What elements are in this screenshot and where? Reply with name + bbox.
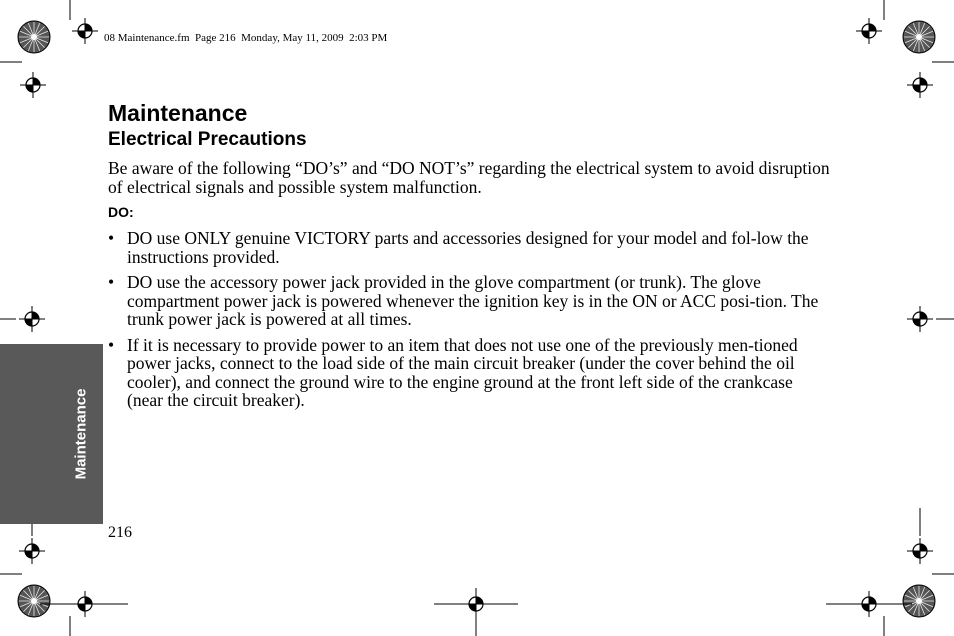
star-target-icon [18, 21, 50, 53]
registration-mark-icon [19, 306, 45, 332]
registration-mark-icon [856, 18, 882, 44]
registration-mark-icon [72, 18, 98, 44]
registration-mark-icon [907, 306, 933, 332]
do-label: DO: [108, 204, 134, 220]
list-item-text: DO use the accessory power jack provided in the glove compartment (or trunk). The glove compartment power jack is powered whenever the ignition key is in the ON or ACC posi-tion. The trunk power jack is powered at all times. [127, 272, 819, 329]
intro-paragraph: Be aware of the following “DO’s” and “DO NOT’s” regarding the electrical system to avoid disruption of electrical signals and possible system malfunction. [108, 158, 830, 197]
file-info-header: 08 Maintenance.fm Page 216 Monday, May 11, 2009 2:03 PM [104, 32, 388, 44]
section-title: Electrical Precautions [108, 129, 307, 150]
page-number: 216 [108, 524, 132, 541]
side-tab-label: Maintenance [72, 388, 90, 480]
star-target-icon [903, 585, 935, 617]
bullet-icon: • [108, 228, 115, 248]
page-title: Maintenance [108, 100, 248, 126]
list-item [108, 273, 830, 329]
star-target-icon [18, 585, 50, 617]
star-target-icon [903, 21, 935, 53]
list-item-text: DO use ONLY genuine VICTORY parts and accessories designed for your model and fol-low the instructions provided. [127, 228, 809, 267]
do-list [108, 229, 830, 417]
list-item [108, 336, 830, 410]
bullet-icon: • [108, 272, 115, 292]
registration-mark-icon [907, 538, 933, 564]
registration-mark-icon [20, 72, 46, 98]
registration-mark-icon [19, 538, 45, 564]
list-item [108, 229, 830, 266]
bullet-icon: • [108, 334, 115, 355]
registration-mark-icon [907, 72, 933, 98]
list-item-text: If it is necessary to provide power to an item that does not use one of the previously men-tioned power jacks, connect to the load side of the main circuit breaker (under the cover behind the oil cooler), and connect the ground wire to the engine ground at the front left side of the crankcase (near the circuit breaker). [127, 334, 798, 410]
